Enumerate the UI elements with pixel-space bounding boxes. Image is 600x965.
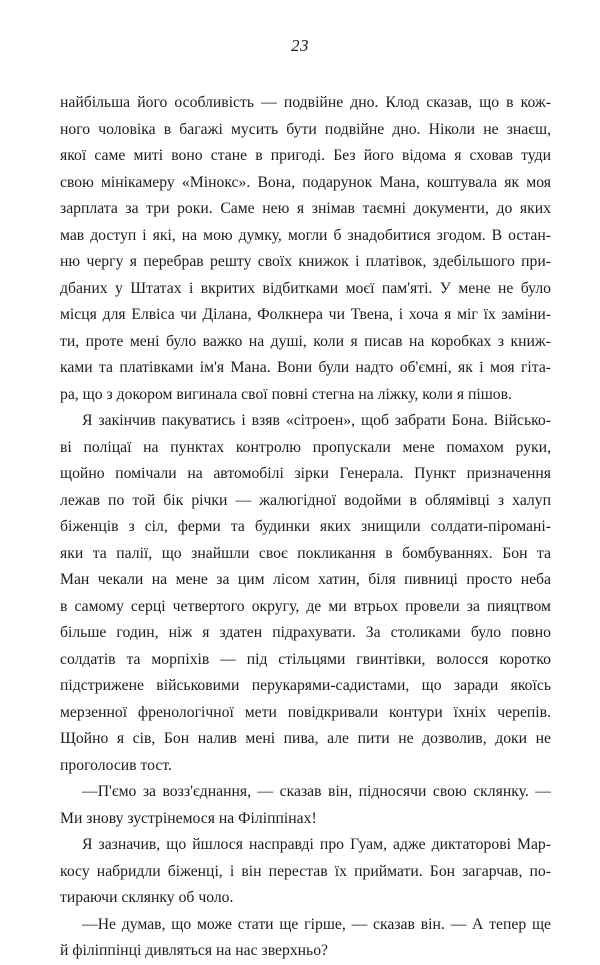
text-line: ти, проте мені було важко на душі, коли я писав на коробках з книж- <box>60 332 551 350</box>
text-line: лежав по той бік річки — жалюгідної водойми в облямівці з халуп <box>60 491 551 509</box>
text-line: ві поліцаї на пунктах контролю пропускали мене помахом руки, <box>60 438 551 456</box>
text-line: свою мінікамеру «Мінокс». Вона, подарунок Мана, коштувала як моя <box>60 173 551 191</box>
text-line: якої саме миті воно стане в пригоді. Без його відома я сховав туди <box>60 147 551 164</box>
text-line: яки та палії, що знайшли своє покликання в бомбуваннях. Бон та <box>60 544 551 562</box>
text-line: мерзенної френологічної мети повідкривали контури їхніх черепів. <box>60 703 551 721</box>
text-line: дбаних у Штатах і вкритих відбитками моєї пам'яті. У мене не було <box>60 279 551 297</box>
body-text <box>60 90 551 965</box>
text-line: в самому серці четвертого округу, де ми втрьох провели за пияцтвом <box>60 597 551 615</box>
text-line: найбільша його особливість — подвійне дно. Клод сказав, що в кож- <box>60 94 551 111</box>
paragraph <box>60 779 551 832</box>
page-number: 23 <box>291 36 309 55</box>
text-line: мав доступ і які, на мою думку, могли б знадобитися згодом. В остан- <box>60 226 551 244</box>
text-line: місця для Елвіса чи Ділана, Фолкнера чи Твена, і хоча я міг їх заміни- <box>60 306 551 323</box>
text-line: й філіппінці дивляться на нас зверхньо? <box>60 942 329 959</box>
text-line: косу набридли біженці, і він перестав їх приймати. Бон загарчав, по- <box>60 862 551 880</box>
text-line: солдатів та морпіхів — під стільцями гвинтівки, волосся коротко <box>60 650 551 668</box>
text-line: ра, що з докором вигинала свої повні стегна на ліжку, коли я пішов. <box>60 385 512 403</box>
text-line: ного чоловіка в багажі мусить бути подвійне дно. Ніколи не знаєш, <box>60 120 551 138</box>
text-line: Щойно я сів, Бон налив мені пива, але пити не дозволив, доки не <box>60 730 551 747</box>
text-line: ню чергу я перебрав решту своїх книжок і платівок, здебільшого при- <box>60 253 551 270</box>
text-line: ками та платівками ім'я Мана. Вони були надто об'ємні, як і моя гіта- <box>60 359 551 376</box>
text-line: Ман чекали на мене за цим лісом хатин, біля пивниці просто неба <box>60 571 551 588</box>
text-line: біженців з сіл, ферми та будинки яких знищили солдати-піромані- <box>60 518 551 535</box>
text-line: Я закінчив пакуватись і взяв «сітроен», щоб забрати Бона. Військо- <box>82 412 551 429</box>
paragraph <box>60 90 551 408</box>
text-line: тираючи склянку об чоло. <box>60 889 234 906</box>
text-line: більше годин, ніж я здатен підрахувати. За столиками було повно <box>60 624 551 641</box>
text-line: Ми знову зустрінемося на Філіппінах! <box>60 809 317 827</box>
paragraph <box>60 408 551 779</box>
text-line: —П'ємо за возз'єднання, — сказав він, підносячи свою склянку. — <box>82 783 551 800</box>
text-line: підстрижене військовими перукарями-садистами, що заради якоїсь <box>60 677 551 694</box>
text-line: щойно помічали на автомобілі зірки Генерала. Пункт призначення <box>60 465 551 482</box>
paragraph <box>60 832 551 912</box>
text-line: Я зазначив, що йшлося насправді про Гуам, адже диктаторові Мар- <box>82 836 551 853</box>
text-line: зарплата за три роки. Саме нею я знімав таємні документи, до яких <box>60 200 551 217</box>
text-line: —Не думав, що може стати ще гірше, — сказав він. — А тепер ще <box>82 915 551 933</box>
text-line: проголосив тост. <box>60 756 172 774</box>
paragraph <box>60 912 551 965</box>
